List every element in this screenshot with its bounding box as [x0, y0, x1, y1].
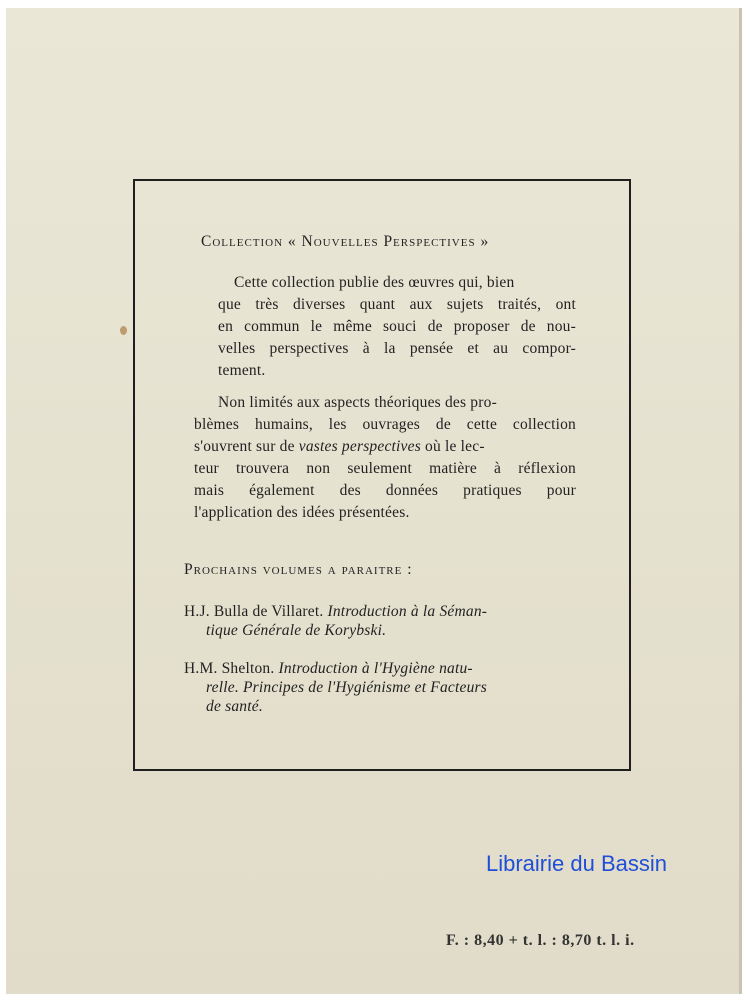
entry1-line-1: [184, 603, 487, 621]
para2-line-6: l'application des idées présentées.: [194, 504, 410, 521]
entry2-line-3: [206, 698, 263, 716]
para1-line-1: Cette collection publie des œuvres qui, bien: [234, 274, 515, 291]
para2-line-2: blèmes humains, les ouvrages de cette collection: [194, 416, 576, 433]
vastes-perspectives-emphasis: vastes perspectives: [298, 438, 421, 455]
para2-line-1: Non limités aux aspects théoriques des pro-: [218, 394, 497, 411]
para2-line-3-start: s'ouvrent sur de: [194, 438, 299, 455]
entry2-line-1: [184, 660, 473, 678]
book-back-cover: [6, 8, 742, 994]
bookshop-watermark: Librairie du Bassin: [486, 851, 667, 876]
entry2-title-part3: de santé.: [206, 698, 263, 715]
para1-line-3: en commun le même souci de proposer de nou-: [218, 318, 576, 335]
para2-line-3: [194, 438, 576, 456]
entry2-author: H.M. Shelton.: [184, 660, 279, 677]
para2-line-4: teur trouvera non seulement matière à réflexion: [194, 460, 576, 477]
para1-line-4: velles perspectives à la pensée et au compor-: [218, 340, 576, 357]
collection-title: Collection « Nouvelles Perspectives »: [201, 233, 490, 250]
para1-line-5: tement.: [218, 362, 266, 379]
entry2-title-part1: Introduction à l'Hygiène natu-: [278, 660, 473, 677]
price-line: F. : 8,40 + t. l. : 8,70 t. l. i.: [446, 932, 635, 949]
paper-stain: [120, 326, 127, 335]
entry2-title-part2: relle. Principes de l'Hygiénisme et Facteurs: [206, 679, 487, 696]
entry1-author: H.J. Bulla de Villaret.: [184, 603, 328, 620]
entry1-line-2: [206, 622, 386, 640]
entry1-title-part2: tique Générale de Korybski.: [206, 622, 387, 639]
para2-line-5: mais également des données pratiques pour: [194, 482, 576, 499]
para2-line-3-end: où le lec-: [420, 438, 485, 455]
upcoming-heading: Prochains volumes a paraitre :: [184, 561, 413, 578]
entry1-title-part1: Introduction à la Séman-: [327, 603, 488, 620]
entry2-line-2: [206, 679, 487, 697]
para1-line-2: que très diverses quant aux sujets traités, ont: [218, 296, 576, 313]
